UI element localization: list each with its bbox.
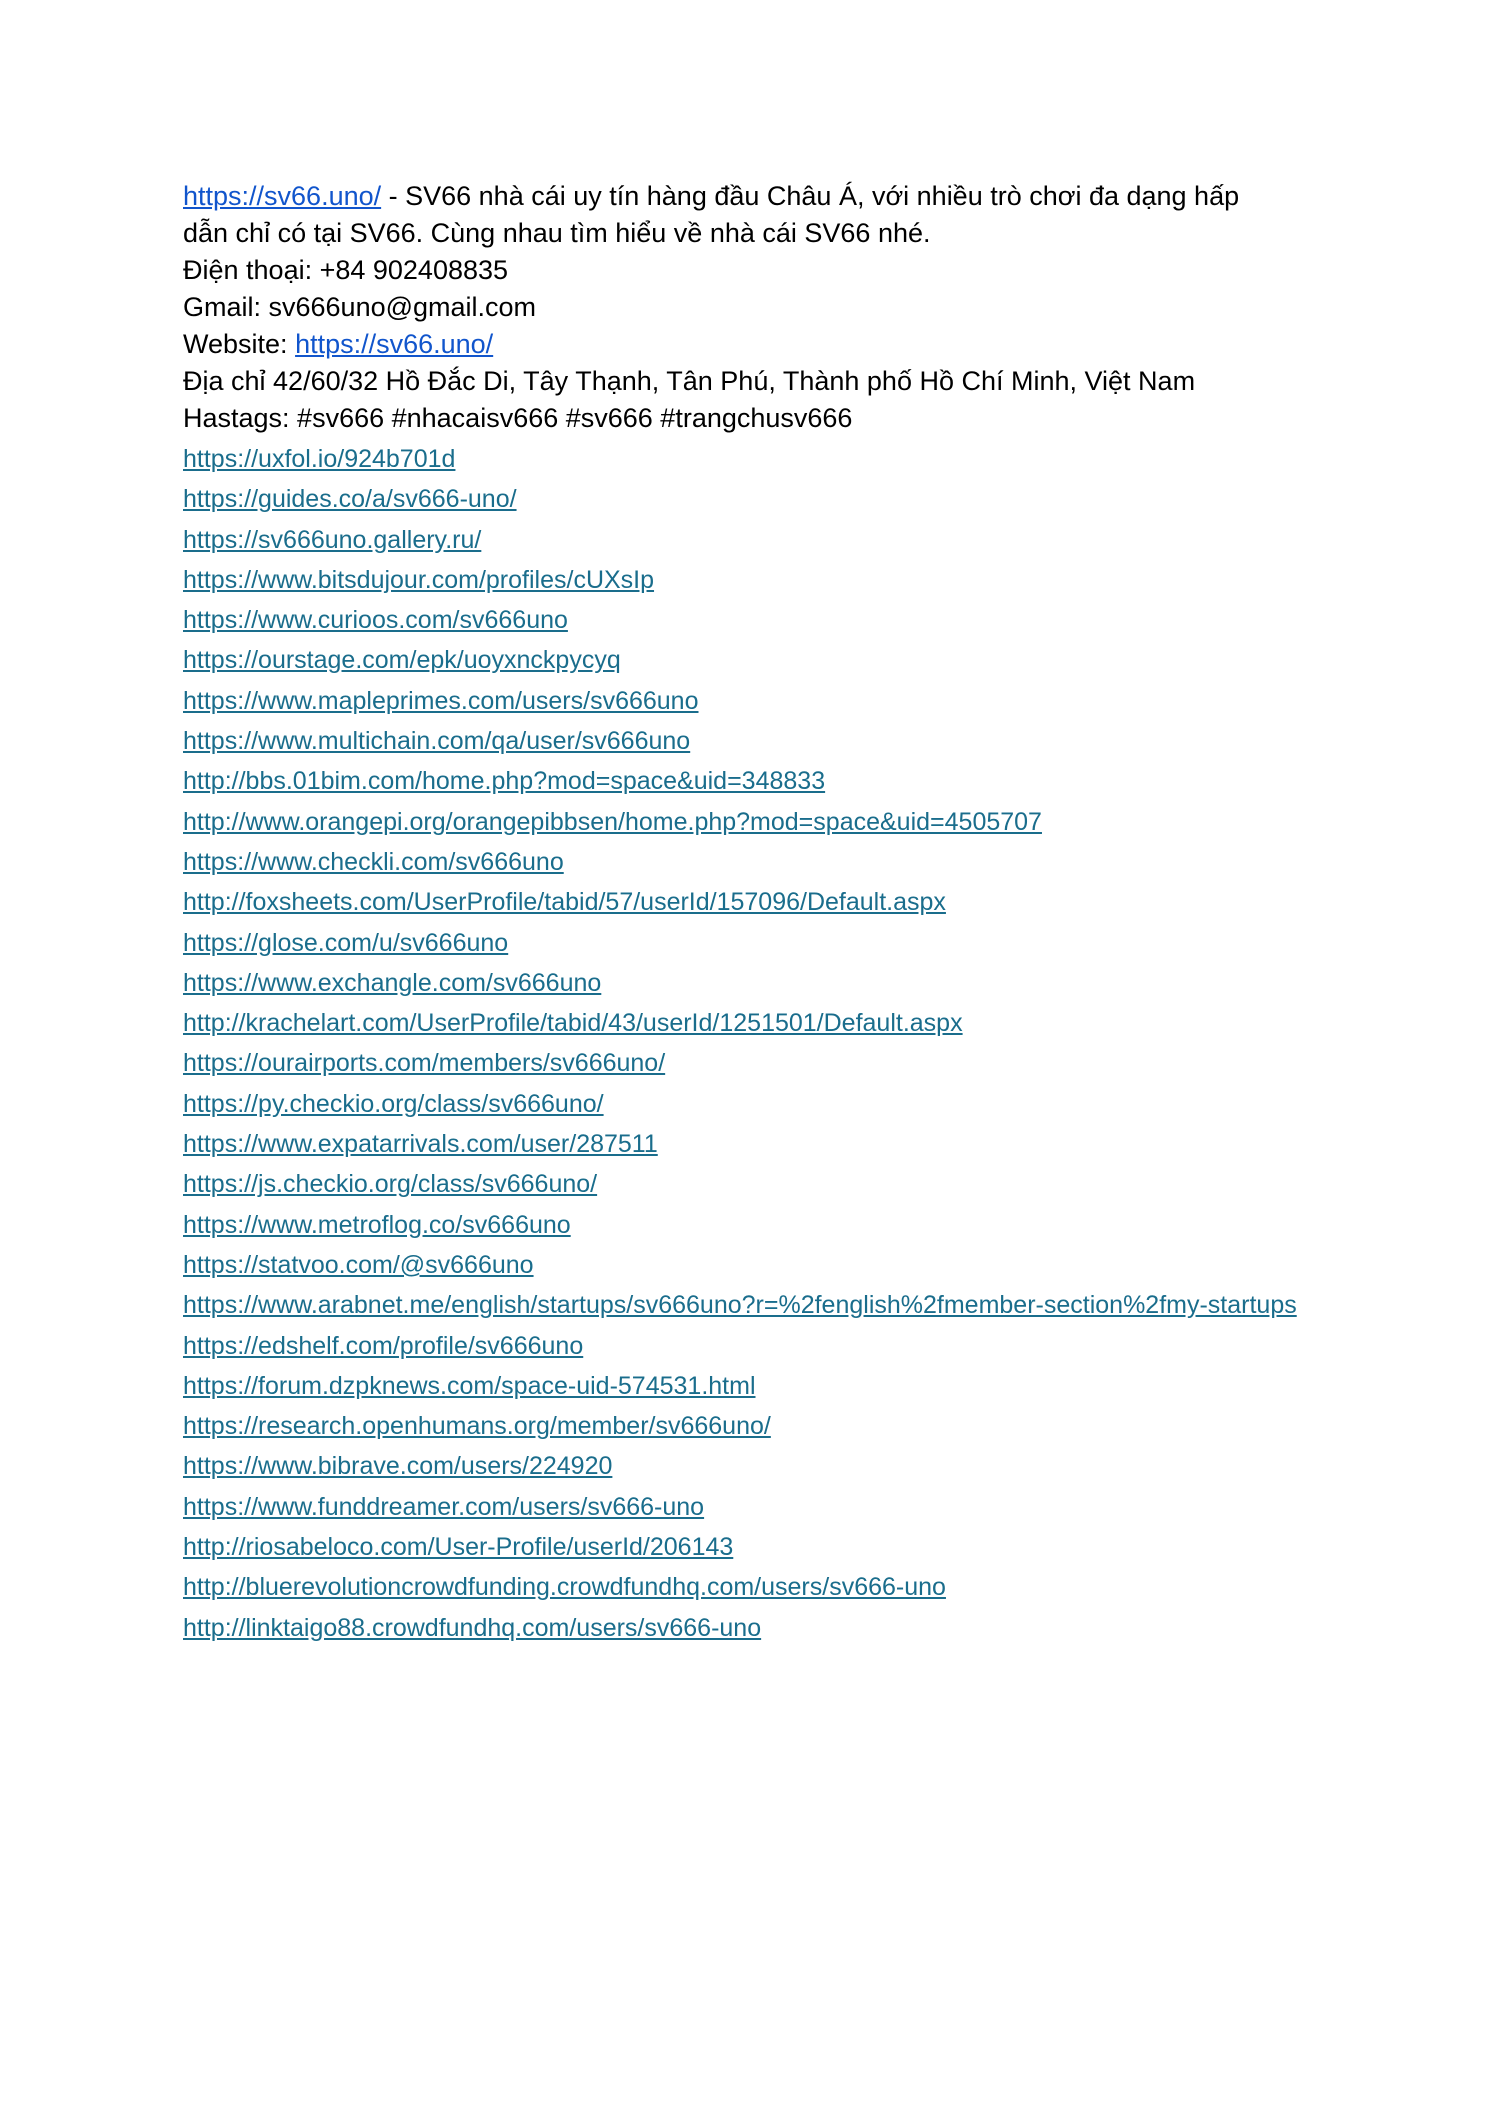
profile-link[interactable]: https://js.checkio.org/class/sv666uno/ — [183, 1170, 598, 1199]
profile-link[interactable]: https://edshelf.com/profile/sv666uno — [183, 1331, 584, 1360]
profile-link[interactable]: https://ourstage.com/epk/uoyxnckpycyq — [183, 646, 621, 675]
profile-link[interactable]: https://uxfol.io/924b701d — [183, 445, 456, 473]
intro-description-line-2: dẫn chỉ có tại SV66. Cùng nhau tìm hiểu về nhà cái SV66 nhé. — [183, 218, 931, 248]
profile-link[interactable]: https://ourairports.com/members/sv666uno/ — [183, 1049, 666, 1078]
profile-link[interactable]: https://statvoo.com/@sv666uno — [183, 1250, 534, 1279]
profile-link[interactable]: https://www.expatarrivals.com/user/287511 — [183, 1130, 658, 1159]
profile-link[interactable]: https://sv666uno.gallery.ru/ — [183, 525, 482, 554]
profile-link[interactable]: https://www.exchangle.com/sv666uno — [183, 968, 602, 997]
profile-link[interactable]: http://bluerevolutioncrowdfunding.crowdfundhq.com/users/sv666-uno — [183, 1573, 946, 1602]
document-content — [183, 178, 1333, 1648]
profile-link[interactable]: https://glose.com/u/sv666uno — [183, 928, 509, 957]
main-site-link[interactable]: https://sv66.uno/ — [183, 181, 382, 211]
intro-block — [183, 178, 1333, 437]
address-line: Địa chỉ 42/60/32 Hồ Đắc Di, Tây Thạnh, Tân Phú, Thành phố Hồ Chí Minh, Việt Nam — [183, 366, 1196, 396]
profile-link[interactable]: https://www.mapleprimes.com/users/sv666uno — [183, 686, 699, 715]
profile-link[interactable]: https://www.bibrave.com/users/224920 — [183, 1452, 613, 1481]
profile-link[interactable]: https://www.checkli.com/sv666uno — [183, 847, 564, 876]
website-line — [183, 326, 1333, 363]
profile-link[interactable]: https://www.funddreamer.com/users/sv666-uno — [183, 1492, 705, 1521]
profile-link[interactable]: http://bbs.01bim.com/home.php?mod=space&uid=348833 — [183, 767, 826, 796]
website-label: Website: — [183, 329, 296, 359]
profile-link[interactable]: http://foxsheets.com/UserProfile/tabid/57/userId/157096/Default.aspx — [183, 888, 946, 917]
gmail-line: Gmail: sv666uno@gmail.com — [183, 292, 537, 322]
profile-link[interactable]: http://krachelart.com/UserProfile/tabid/43/userId/1251501/Default.aspx — [183, 1009, 963, 1038]
profile-link[interactable]: https://www.multichain.com/qa/user/sv666uno — [183, 727, 691, 756]
profile-link[interactable]: https://guides.co/a/sv666-uno/ — [183, 485, 517, 514]
website-link[interactable]: https://sv66.uno/ — [295, 329, 494, 359]
profile-link[interactable]: http://riosabeloco.com/User-Profile/userId/206143 — [183, 1533, 734, 1562]
profile-link[interactable]: http://linktaigo88.crowdfundhq.com/users/sv666-uno — [183, 1613, 762, 1642]
profile-link[interactable]: https://www.metroflog.co/sv666uno — [183, 1210, 571, 1239]
profile-link[interactable]: https://forum.dzpknews.com/space-uid-574531.html — [183, 1371, 756, 1400]
profile-link[interactable]: https://www.bitsdujour.com/profiles/cUXsIp — [183, 565, 655, 594]
profile-link[interactable]: https://py.checkio.org/class/sv666uno/ — [183, 1089, 604, 1118]
intro-description-text: - SV66 nhà cái uy tín hàng đầu Châu Á, với nhiều trò chơi đa dạng hấp — [381, 181, 1240, 211]
intro-description-line-1 — [183, 178, 1333, 215]
profile-link[interactable]: https://www.arabnet.me/english/startups/sv666uno?r=%2fenglish%2fmember-section%2fmy-startups — [183, 1291, 1297, 1320]
profile-link[interactable]: https://www.curioos.com/sv666uno — [183, 606, 568, 635]
hashtags-line: Hastags: #sv666 #nhacaisv666 #sv666 #trangchusv666 — [183, 403, 853, 433]
link-list — [183, 439, 1333, 1648]
phone-line: Điện thoại: +84 902408835 — [183, 255, 509, 285]
profile-link[interactable]: https://research.openhumans.org/member/sv666uno/ — [183, 1412, 771, 1441]
profile-link[interactable]: http://www.orangepi.org/orangepibbsen/home.php?mod=space&uid=4505707 — [183, 807, 1042, 836]
